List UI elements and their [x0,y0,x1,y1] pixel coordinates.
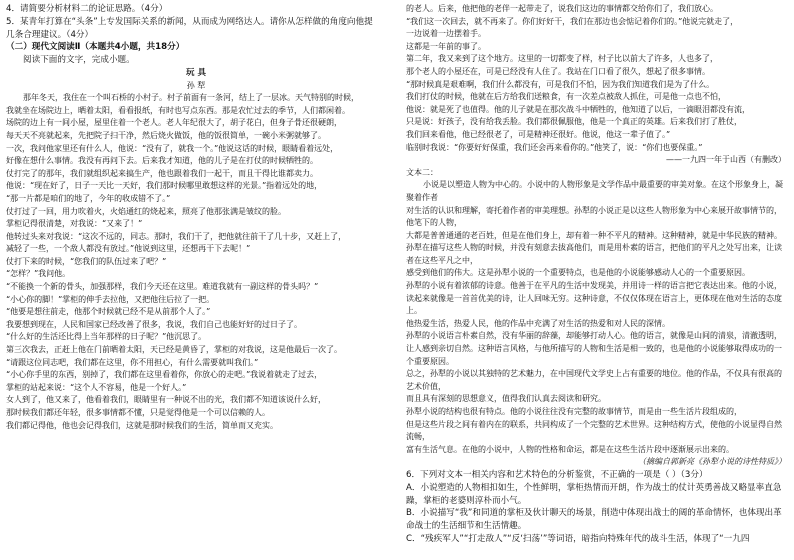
essay-text [406,179,786,456]
text-line: 女人到了，他又来了，他看着我们，眼睛里有一种说不出的光，我们都不知道该说什么好， [6,395,326,405]
option-a[interactable]: A．小说塑造的人物相扣如生，个性鲜明，掌柜热情而开朗，作为战士的仗计英勇善战又略显率直急躁，掌柜的老婆则淳朴而小气。 [406,482,782,506]
text-line: “那一片都是咱们的地了，今年的收成错不了。” [6,193,171,203]
option-c[interactable]: C．“残疾军人”“打走敌人”“反‘扫荡’”等词语，暗指向特殊年代的战斗生活，体现了“一九四 [406,533,750,544]
text-line: 我们回来看他，他已经很老了，可是精神还很好。他说，他这一辈子值了。” [406,129,671,139]
text-line: 一边说着一边摆着手。 [406,29,486,39]
story-title: 玩 具 [186,67,206,78]
text-line: “小心你的脚！”掌柜的伸手去拉他，又把他往后拉了一把。 [6,294,215,304]
text-line: 我们都记得他，他也会记得我们，这就是那时候我们的生活，简单而又充实。 [6,420,278,430]
left-column [6,3,386,432]
text-line: 临别时我说：“你要好好保重，我们还会再来看你的。”他笑了，说：“你们也要保重。” [406,142,703,152]
option-b[interactable]: B．小说描写“我”和同道的掌柜及伙计聊天的场景，削造中体现出战士的阔的革命情怀，也体现出革命战士的生活细节和生活情趣。 [406,508,782,532]
text-line: 一次，我问他家里还有什么人，他说：“没有了，就我一个。”他说这话的时候，眼睛看着远处， [6,143,339,153]
text-line: “我们这一次回去，就不再来了。你们好好干，我们在那边也会惦记着你们的。”他说完就走了， [406,16,739,26]
question-5-line-1: 5．某青年打算在“头条”上专发国际关系的新闻，从而成为网络达人。请你从怎样做的角度向他提 [6,16,373,27]
section-heading: （二）现代文阅读Ⅱ（本题共4小题，共18分） [6,42,185,53]
text-line: 大都是普普通通的老百姓，但是在他们身上，却有着一种不平凡的精神。这种精神，就是中华民族的精神。 [406,230,782,240]
text-line: 富有生活气息。在他的小说中，人物的性格和命运，都是在这些生活片段中逐渐展示出来的。 [406,444,734,454]
text-line: 我要想到现在，人民和国家已经改善了很多，我说，我们自己也能好好的过日子了。 [6,319,302,329]
essay-source: （摘编自郭新亮《孙犁小说的诗性特质》） [638,457,786,467]
text-line: 但是这些片段之间有着内在的联系，共同构成了一个完整的艺术世界。这种结构方式，使他的小说显得自然流畅， [406,419,782,442]
text-line: 而且具有深刻的思想意义，值得我们认真去阅读和研究。 [406,394,606,404]
text-line: 小说是以塑造人物为中心的。小说中的人物形象是文学作品中最重要的审美对象。在这个形象身上，凝聚着作者 [406,180,783,202]
text-line: 孙犁的小说有着浓郁的诗意。他善于在平凡的生活中发现美，并用诗一样的语言把它表达出来。他的小说， [406,281,782,291]
text-line: 总之，孙犁的小说以其独特的艺术魅力，在中国现代文学史上占有重要的地位。他的作品，不仅具有很高的艺术价值， [406,369,782,391]
story-author: 孙 犁 [186,80,206,90]
text-line: “他要是想往前走，他那个时候就已经不是从前那个人了。” [6,307,211,317]
text-line: “不能换一个新的骨头，加强那样，我们今天还在这里。难道我就有一副这样的骨头吗？” [6,282,319,292]
text-line: 掌柜的站起来说：“这个人不容易，他是一个好人。” [6,382,187,392]
text-line: 他转过头来对我说：“这次不远的，同志。那时，我们干了，把他就往前干了几十步，又赶上了， [6,231,347,241]
text-line: 场院的边上有一间小屋，屋里住着一个老人。老人年纪很大了，胡子花白，但身子骨还很硬朗， [6,118,342,128]
text-line: “什么好的生活还比得上当年那样的日子呢？”他沉思了。 [6,332,207,342]
text-line: ——一九四一年于山西（有删改） [666,155,786,165]
text-line: 孙犁的小说语言朴素自然，没有华丽的辞藻，却能够打动人心。他的语言，就像是山间的清泉，清澈透明， [406,331,782,341]
text-line: 掌柜记得很清楚，对我说：“又来了！” [6,219,143,229]
text-line: 每天天不亮就起来，先把院子扫干净，然后烧火做饭，他的饭很简单，一碗小米粥就够了。 [6,130,326,140]
question-5-line-2: 几条合理建议。（4分） [6,29,94,40]
text-line: “那时候真是艰难啊，我们什么都没有，可是我们不怕，因为我们知道我们是为了什么。 [406,79,715,89]
text-line: 仗打下来的时候，“您我们的队伍过来了吧？” [6,256,167,266]
question-6: 6．下列对文本一相关内容和艺术特色的分析鉴赏，不正确的一项是（ ）（3分） [406,469,708,480]
text-line: 他说：“现在好了，日子一天比一天好，我们那时候哪里敢想这样的光景。”指着远处的地， [6,181,323,191]
text-line: 他说：就是死了也值得。他的儿子就是在那次战斗中牺牲的，他知道了以后，一滴眼泪都没有流， [406,104,750,114]
text-line: 第三次我去，正赶上他在门前晒着太阳，天已经是黄昏了，掌柜的对我说，这是他最后一次了。 [6,345,342,355]
right-column [406,3,786,546]
text-line: 他热爱生活，热爱人民，他的作品中充满了对生活的热爱和对人民的深情。 [406,318,670,328]
text-line: 那时候我们都还年轻，很多事情都不懂，只是觉得他是一个可以信赖的人。 [6,408,270,418]
text-line: 这都是一年前的事了。 [406,41,486,51]
question-4: 4．请简要分析材料二的论证思路。（4分） [6,4,168,14]
text-line: 好像在想什么事情。我没有再问下去。后来我才知道，他的儿子是在打仗的时候牺牲的。 [6,156,318,166]
text-line: 仗打完了的那年，我们就组织起来搞生产，他也跟着我们一起干，而且干得比谁都卖力。 [6,168,318,178]
text-line: 孙犁在描写这些人物的时候，并没有刻意去拔高他们，而是用朴素的语言，把他们的平凡之处写出来，让读者在这些平凡之中， [406,243,782,265]
text-line: 的老人。后来，他把他的老伴一起带走了，说我们这边的事情都交给你们了，我们放心。 [406,4,718,13]
text-line: 我们打仗的时候，他就在后方给我们送粮食，有一次差点被敌人抓住，可是他一点也不怕， [406,92,726,102]
text-line: 减轻了一些，一个敌人都没有放过。”他说到这里，还想再干下去呢！” [6,244,251,254]
story-text [6,92,386,432]
text-line: 我就坐在场院边上，晒着太阳，看看报纸，有时也写点东西。那是农忙过去的季节，人们都闲着。 [6,105,350,115]
text-line: 那年冬天，我住在一个叫石桥的小村子。村子前面有一条河，结上了一层冰。天气特别的时候， [23,93,359,103]
text-line: 对生活的认识和理解，寄托着作者的审美理想。孙犁的小说正是以这些人物形象为中心来展开故事情节的，他笔下的人物， [406,205,782,228]
text2-label: 文本二： [406,167,438,177]
text-line: 孙犁小说的结构也很有特点。他的小说往往没有完整的故事情节，而是由一些生活片段组成的， [406,407,742,416]
text-line: “请跟这位同志吧，我们都在这里，你不用担心，有什么需要就叫我们。” [6,357,259,367]
text-line: 只是说：好孩子，没有给我丢脸。我们都很佩服他，他是一个真正的英雄。后来我们打了胜仗， [406,117,742,127]
text-line: 读起来就像是一首首优美的诗，让人回味无穷。这种诗意，不仅仅体现在语言上，更体现在他对生活的态度上。 [406,293,782,316]
text-line: 第二年，我又来到了这个地方。这里的一切都变了样，村子比以前大了许多，人也多了， [406,54,718,64]
text-line: 感受到他们的伟大。这是孙犁小说的一个重要特点，也是他的小说能够感动人心的一个重要原因。 [406,268,750,278]
text-line: 让人感到亲切自然。这种语言风格，与他所描写的人物和生活是相一致的，也是他的小说能够取得成功的一个重要原因。 [406,344,782,366]
instruction: 阅读下面的文字，完成小题。 [23,55,135,66]
text-line: 那个老人的小屋还在，可是已经没有人住了。我站在门口看了很久，想起了很多事情。 [406,66,710,76]
story-text-continued [406,3,786,167]
text-line: “小心你手里的东西，别掉了，我们都在这里看着你，你放心的走吧。”我说着就走了过去， [6,370,323,380]
text-line: “怎样？”我问他。 [6,269,71,279]
text-line: 仗打过了一回，用力吹着火，火焰通红的烧起来，照亮了他那张满是皱纹的脸。 [6,206,286,216]
